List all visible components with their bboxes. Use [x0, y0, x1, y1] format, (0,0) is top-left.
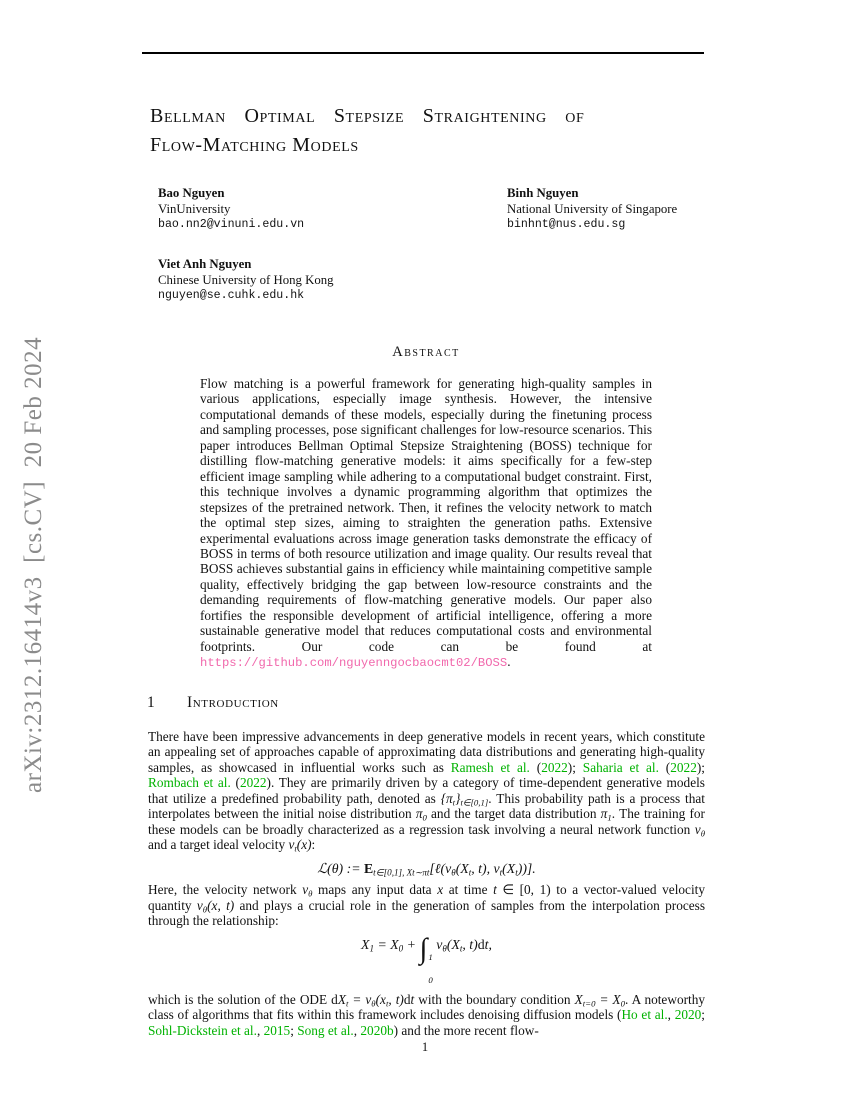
citation-link[interactable]: 2022: [670, 759, 697, 775]
text-run: .: [507, 654, 511, 670]
url-link[interactable]: https://github.com/nguyenngocbaocmt02/BOSS: [200, 656, 508, 671]
citation-link[interactable]: 2020: [674, 1007, 702, 1023]
paragraph: [148, 882, 705, 928]
text-run: t: [452, 797, 456, 808]
text-run: t: [499, 867, 503, 878]
text-run: v: [288, 837, 295, 853]
text-run: {π: [440, 790, 453, 806]
text-run: t=0: [582, 998, 596, 1009]
text-run: , t): [462, 936, 478, 952]
text-run: t,: [484, 936, 492, 952]
text-run: π: [600, 806, 608, 822]
text-run: θ: [371, 998, 376, 1009]
text-run: :: [311, 837, 316, 853]
text-run: (X: [455, 860, 469, 876]
text-run: }: [455, 790, 461, 806]
title-rule: [142, 52, 704, 54]
text-run: t: [345, 998, 349, 1009]
title-line-1: Bellman Optimal Stepsize Straightening of: [150, 105, 585, 127]
text-run: t: [385, 998, 389, 1009]
text-run: ,: [353, 1022, 361, 1038]
text-run: +: [403, 936, 420, 952]
text-run: and plays a crucial role in the generation of samples from the interpolation process through the relationship:: [148, 897, 705, 929]
author-email: nguyen@se.cuhk.edu.hk: [158, 289, 305, 302]
citation-link[interactable]: Sohl-Dickstein et al.: [148, 1022, 257, 1038]
citation-link[interactable]: 2015: [263, 1022, 291, 1038]
author-email: binhnt@nus.edu.sg: [507, 218, 626, 231]
text-run: (x): [296, 837, 312, 853]
author-bao-nguyen: [158, 186, 507, 233]
citation-link[interactable]: 2020b: [360, 1022, 394, 1038]
text-run: t: [410, 991, 415, 1007]
text-run: (X: [446, 936, 460, 952]
text-run: t∈[0,1]: [460, 797, 489, 808]
text-run: ,: [667, 1007, 675, 1023]
text-run: = X: [595, 991, 621, 1007]
text-run: t: [459, 943, 463, 954]
text-run: (x, t): [207, 897, 235, 913]
author-name: Bao Nguyen: [158, 186, 225, 200]
abstract-text: [200, 376, 652, 672]
text-run: (: [529, 759, 542, 775]
text-run: v: [196, 897, 203, 913]
text-run: Here, the velocity network: [148, 882, 303, 898]
citation-link[interactable]: Song et al.: [297, 1022, 354, 1038]
text-run: t: [294, 843, 297, 854]
section-heading-introduction: [147, 694, 279, 712]
text-run: (: [658, 759, 671, 775]
citation-link[interactable]: Saharia et al.: [582, 759, 659, 775]
paragraph: [148, 729, 705, 853]
text-run: 0: [398, 943, 404, 954]
citation-link[interactable]: 2022: [239, 775, 267, 791]
equation: [148, 932, 705, 985]
text-run: , t), v: [471, 860, 500, 876]
introduction-body: [148, 722, 705, 1038]
text-run: t: [515, 867, 518, 878]
text-run: );: [567, 759, 583, 775]
arxiv-watermark: arXiv:2312.16414v3 [cs.CV] 20 Feb 2024: [20, 336, 47, 793]
text-run: (X: [502, 860, 516, 876]
text-run: x: [437, 882, 444, 898]
text-run: θ: [202, 904, 208, 915]
author-name: Viet Anh Nguyen: [158, 257, 252, 271]
text-run: v: [302, 882, 309, 898]
author-binh-nguyen: [507, 186, 706, 233]
text-run: π: [415, 806, 423, 822]
text-run: , t): [388, 991, 404, 1007]
text-run: to a vector-valued velocity quantity: [148, 882, 705, 913]
text-run: E: [363, 860, 374, 876]
text-run: v: [694, 821, 701, 837]
text-run: maps any input data: [312, 882, 438, 898]
text-run: with the boundary condition: [414, 991, 575, 1007]
text-run: at time: [443, 882, 494, 898]
section-number: 1: [147, 694, 156, 711]
text-run: θ: [700, 828, 705, 839]
author-name: Binh Nguyen: [507, 186, 579, 200]
text-run: . A noteworthy class of algorithms that fits within this framework includes denoising diffusion models (: [148, 991, 706, 1023]
text-run: 1: [369, 943, 375, 954]
text-run: 0: [620, 998, 625, 1009]
title-line-2: Flow-Matching Models: [150, 134, 359, 156]
text-run: and the target data distribution: [426, 806, 601, 822]
author-viet-anh-nguyen: [158, 257, 507, 304]
author-affiliation: VinUniversity: [158, 201, 231, 216]
text-run: = v: [348, 991, 372, 1007]
page-number: 1: [421, 1040, 429, 1054]
paragraph: [148, 992, 705, 1038]
citation-link[interactable]: 2022: [541, 759, 568, 775]
text-run: (x: [375, 991, 386, 1007]
text-run: ). They are primarily driven by a category of time-dependent generative models that utilize a predefined probability path, denoted as: [148, 775, 705, 806]
text-run: ℒ(θ) :=: [317, 860, 364, 876]
text-run: θ: [308, 888, 313, 899]
text-run: ;: [701, 1007, 705, 1023]
text-run: 0: [422, 812, 427, 823]
citation-link[interactable]: Ramesh et al.: [450, 759, 530, 775]
text-run: = X: [374, 936, 399, 952]
text-run: Flow matching is a powerful framework for generating high-quality samples in various applications, especially image synthesis. However, the intensive computational demands of these models, especially during the finetuning process and sampling processes, pose significant challenges for low-resource scenarios. This paper introduces Bellman Optimal Stepsize Straightening (BOSS) technique for distilling flow-matching generative models: it aims specifically for a few-step efficient image sampling while adhering to a computational budget constraint. First, this technique involves a dynamic programming algorithm that optimizes the stepsizes of the pretrained network. Then, it refines the velocity network to match the optimal step sizes, aiming to straighten the generation paths. Extensive experimental evaluations across image generation tasks demonstrate the efficacy of BOSS in terms of both resource utilization and image quality. Our results reveal that BOSS achieves substantial gains in efficiency while maintaining competitive sample quality, effectively bridging the gap between low-resource constraints and the demanding requirements of flow-matching generative models. Our paper also fortifies the responsible development of artificial intelligence, offering a more sustainable generative model that reduces computational costs and environmental footprints. Our code can be found at: [200, 376, 652, 654]
text-run: ) and the more recent flow-: [393, 1022, 539, 1038]
text-run: ∈ [0, 1): [496, 882, 551, 898]
section-title: Introduction: [187, 694, 279, 711]
text-run: );: [696, 759, 705, 775]
text-run: 1: [607, 812, 612, 823]
text-run: X: [574, 991, 583, 1007]
abstract-heading: Abstract: [392, 344, 460, 360]
integral-bounds: 1 0: [428, 951, 433, 985]
author-email: bao.nn2@vinuni.edu.vn: [158, 218, 305, 231]
text-run: v: [432, 936, 443, 952]
equation: [148, 862, 705, 876]
text-run: ,: [256, 1022, 264, 1038]
text-run: t∈[0,1], Xt∼πt: [373, 867, 430, 878]
text-run: d: [331, 991, 338, 1007]
citation-link[interactable]: Ho et al.: [621, 1007, 668, 1023]
text-run: t: [468, 867, 472, 878]
text-run: ))].: [517, 860, 536, 876]
text-run: which is the solution of the ODE: [148, 991, 332, 1007]
text-run: There have been impressive advancements in deep generative models in recent years, which constitute an appealing set of approaches capable of approximating data distributions and generating high-quality samples, as showcased in influential works such as: [148, 729, 705, 775]
text-run: . The training for these models can be broadly characterized as a regression task involving a neural network function: [148, 806, 705, 837]
text-run: d: [477, 936, 485, 952]
author-affiliation: National University of Singapore: [507, 201, 678, 216]
text-run: ∫: [419, 932, 428, 965]
text-run: θ: [442, 943, 447, 954]
author-affiliation: Chinese University of Hong Kong: [158, 272, 334, 287]
text-run: [ℓ(v: [429, 860, 452, 876]
text-run: . This probability path is a process that interpolates between the initial noise distribution: [148, 790, 705, 822]
text-run: t: [493, 882, 497, 898]
text-run: (: [230, 775, 240, 791]
text-run: d: [403, 991, 411, 1007]
paper-title: [150, 102, 706, 160]
text-run: X: [361, 936, 370, 952]
text-run: and a target ideal velocity: [148, 837, 289, 853]
text-run: θ: [451, 867, 456, 878]
authors-block: [158, 186, 706, 304]
citation-link[interactable]: Rombach et al.: [148, 775, 231, 791]
text-run: ;: [290, 1022, 298, 1038]
text-run: X: [337, 991, 346, 1007]
